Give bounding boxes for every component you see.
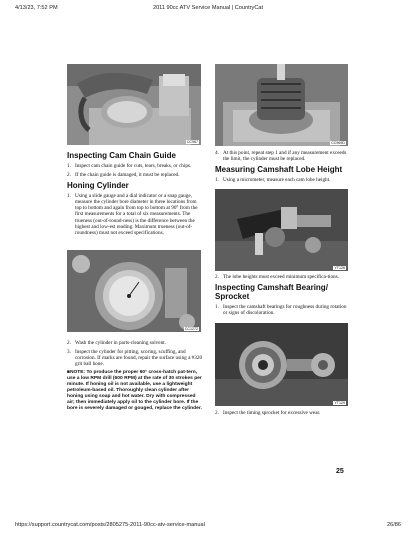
- figure-cylinder-head: [215, 64, 348, 146]
- figure-camshaft-bearing: [215, 323, 348, 406]
- right-column-lower: [215, 410, 351, 416]
- figure-honing-cylinder: [67, 250, 201, 332]
- figure-code: CC969D: [331, 141, 345, 145]
- step-item: 1. Using a slide gauge and a dial indicator or a snap gauge, measure the cylinder bore diameter in three locations from top to bottom and again from top to bottom at 90° from the first measurements for a total of six measurements. The trueness (out-of-round-ness) is the difference between the highest and low-est reading. Maximum trueness (out-of-roundness) must not exceed specifications.: [67, 193, 198, 236]
- bearing-sprocket-photo: [215, 323, 348, 406]
- left-column-lower: [67, 340, 204, 412]
- right-column-middle: [215, 274, 351, 316]
- figure-cam-chain-guide: [67, 64, 201, 145]
- print-page-count: 26/86: [387, 522, 401, 528]
- print-datetime: 4/13/23, 7:52 PM: [15, 5, 58, 11]
- figure-camshaft-lobe: [215, 189, 348, 271]
- step-item: 1. Using a micrometer, measure each cam lobe height.: [215, 177, 331, 184]
- figure-code: YT126: [334, 266, 345, 270]
- section-heading: Inspecting Camshaft Bearing/ Sprocket: [215, 283, 328, 302]
- left-column-upper: [67, 151, 204, 236]
- step-item: 4. At this point, repeat step 1 and if any measurement exceeds the limit, the cylinder must be replaced.: [215, 150, 347, 163]
- section-heading: Measuring Camshaft Lobe Height: [215, 165, 343, 175]
- note-paragraph: ■NOTE: To produce the proper 60° cross-hatch pat-tern, use a low RPM drill (600 RPM) at the rate of 30 strokes per minute. If honing oil is not available, use a lightweight petroleum-based oil. Thoroughly clean cylinder after honing using soap and hot water. Dry with compressed air; then immediately apply oil to the cylinder bore. If the bore is severely damaged or gouged, replace the cylinder.: [67, 370, 202, 411]
- step-item: 2. If the chain guide is damaged, it must be replaced.: [67, 172, 180, 179]
- print-url: https://support.countrycat.com/posts/2805275-2011-90cc-atv-service-manual: [15, 522, 205, 528]
- micrometer-photo: [215, 189, 348, 271]
- cam-chain-guide-photo: [67, 64, 201, 145]
- step-item: 2. Inspect the timing sprocket for excessive wear.: [215, 410, 321, 416]
- step-item: 1. Inspect cam chain guide for cuts, tears, breaks, or chips.: [67, 163, 192, 169]
- dial-indicator-photo: [67, 250, 201, 332]
- step-item: 3. Inspect the cylinder for pitting, scoring, scuffing, and corrosion. If marks are found, repair the surface using a #320 grit ball hone.: [67, 349, 203, 368]
- step-item: 2. The lobe heights must exceed minimum specifica-tions.: [215, 274, 339, 280]
- page-number: 25: [336, 468, 344, 475]
- section-heading: Inspecting Cam Chain Guide: [67, 151, 176, 160]
- figure-code: YT129: [334, 401, 345, 405]
- figure-code: CC967: [186, 140, 198, 144]
- step-item: 2. Wash the cylinder in parts-cleaning solvent.: [67, 340, 166, 346]
- figure-code: CC1272: [184, 327, 198, 331]
- cylinder-brush-photo: [215, 64, 348, 146]
- print-page-title: 2011 90cc ATV Service Manual | CountryCat: [152, 5, 264, 11]
- step-item: 1. Inspect the camshaft bearings for roughness during rotation or signs of discoloration.: [215, 304, 347, 317]
- section-heading: Honing Cylinder: [67, 181, 129, 191]
- right-column-upper: [215, 150, 351, 183]
